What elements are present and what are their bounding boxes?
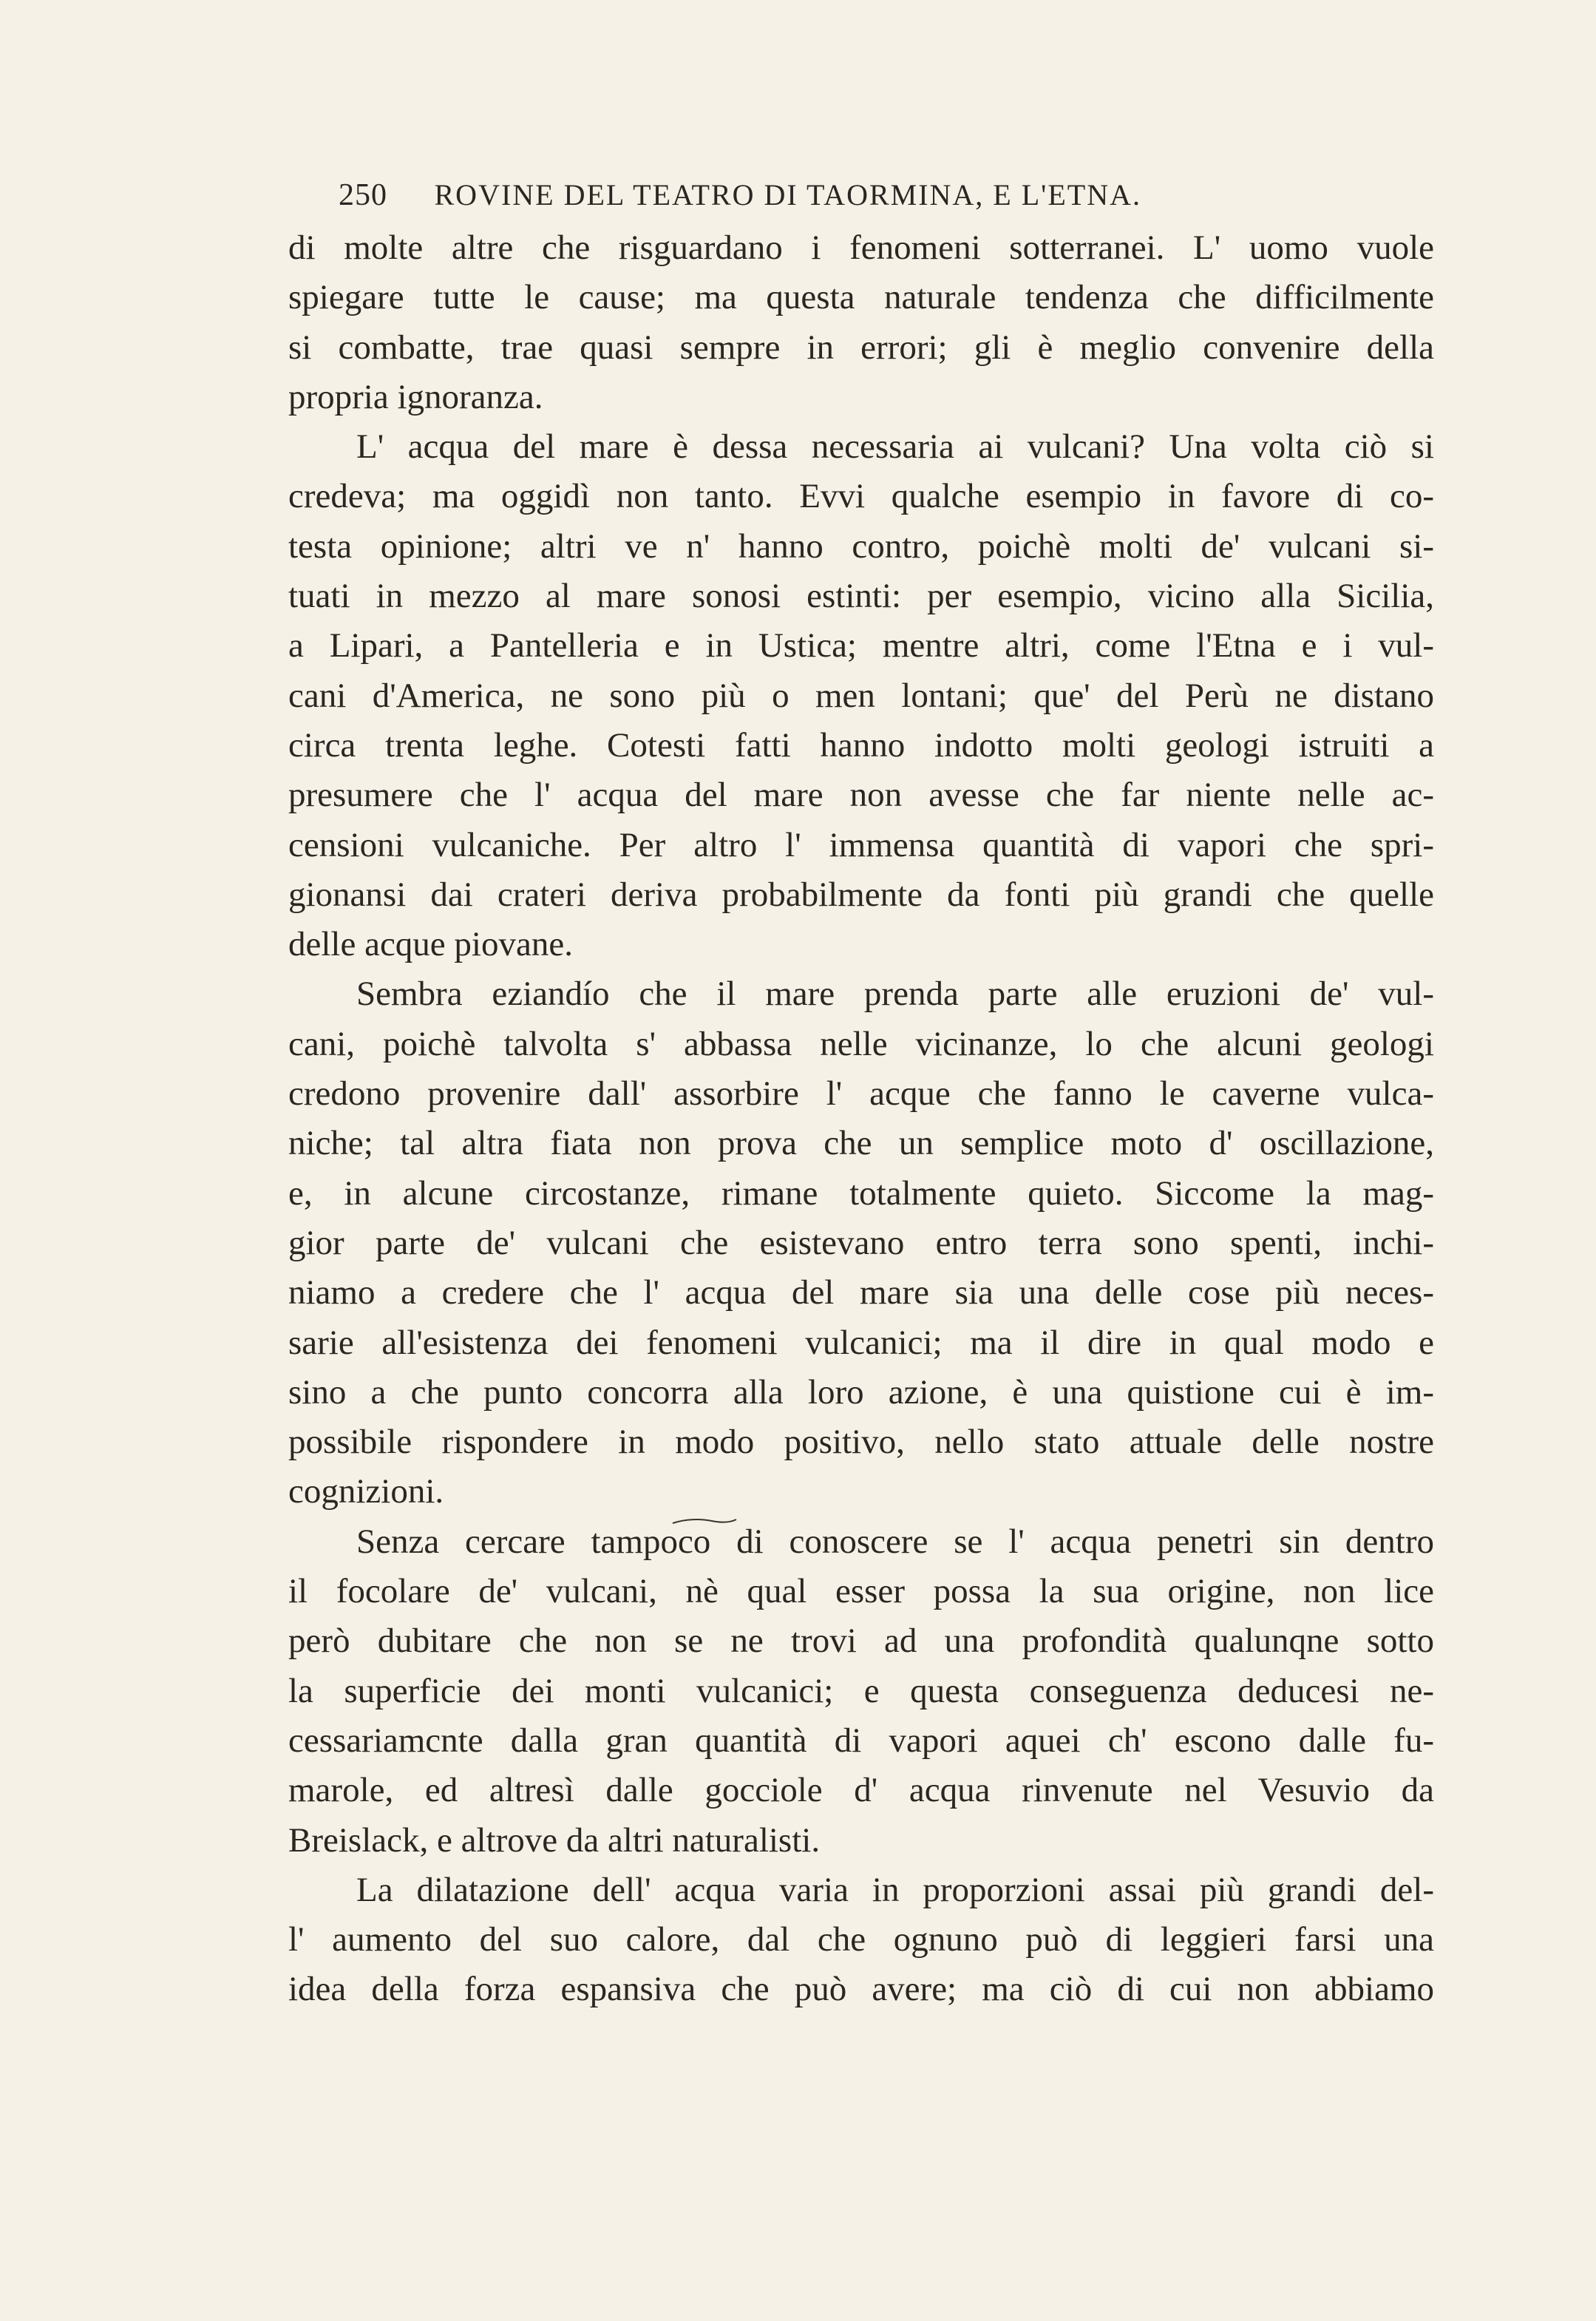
text-line: il focolare de' vulcani, nè qual esser possa la sua origine, non lice [288, 1572, 1434, 1611]
text-line: Breislack, e altrove da altri naturalisti. [288, 1820, 821, 1860]
text-line: circa trenta leghe. Cotesti fatti hanno indotto molti geologi istruiti a [288, 725, 1434, 765]
text-line: la superficie dei monti vulcanici; e questa conseguenza deducesi ne- [288, 1671, 1434, 1710]
page-number: 250 [339, 178, 387, 212]
text-line: credono provenire dall' assorbire l' acque che fanno le caverne vulca- [288, 1074, 1434, 1114]
text-line: di molte altre che risguardano i fenomeni sotterranei. L' uomo vuole [288, 228, 1434, 267]
text-line: l' aumento del suo calore, dal che ognuno può di leggieri farsi una [288, 1920, 1434, 1959]
text-line: La dilatazione dell' acqua varia in proporzioni assai più grandi del- [356, 1870, 1434, 1909]
text-line: cognizioni. [288, 1472, 444, 1511]
running-title: ROVINE DEL TEATRO DI TAORMINA, E L'ETNA. [434, 178, 1142, 211]
text-line: idea della forza espansiva che può avere; ma ciò di cui non abbiamo [288, 1970, 1434, 2009]
text-line: a Lipari, a Pantelleria e in Ustica; mentre altri, come l'Etna e i vul- [288, 626, 1434, 665]
text-line: niamo a credere che l' acqua del mare sia una delle cose più neces- [288, 1273, 1434, 1312]
text-line: gionansi dai crateri deriva probabilmente da fonti più grandi che quelle [288, 875, 1434, 914]
running-head [339, 177, 1270, 222]
text-line: possibile rispondere in modo positivo, nello stato attuale delle nostre [288, 1423, 1434, 1462]
text-line: sino a che punto concorra alla loro azione, è una quistione cui è im- [288, 1372, 1434, 1412]
text-line: sarie all'esistenza dei fenomeni vulcanici; ma il dire in qual modo e [288, 1323, 1434, 1362]
text-line: marole, ed altresì dalle gocciole d' acqua rinvenute nel Vesuvio da [288, 1771, 1434, 1810]
text-line: L' acqua del mare è dessa necessaria ai vulcani? Una volta ciò si [356, 427, 1434, 467]
body-text [288, 223, 1434, 2015]
text-line: testa opinione; altri ve n' hanno contro, poichè molti de' vulcani si- [288, 526, 1434, 566]
text-line: cessariamcnte dalla gran quantità di vapori aquei ch' escono dalle fu- [288, 1721, 1434, 1760]
text-line: niche; tal altra fiata non prova che un semplice moto d' oscillazione, [288, 1124, 1434, 1163]
text-line: cani d'America, ne sono più o men lontani; que' del Perù ne distano [288, 676, 1434, 715]
text-line: delle acque piovane. [288, 925, 573, 964]
text-line: però dubitare che non se ne trovi ad una profondità qualunqne sotto [288, 1622, 1434, 1661]
text-line: si combatte, trae quasi sempre in errori; gli è meglio convenire della [288, 328, 1434, 367]
text-line: e, in alcune circostanze, rimane totalmente quieto. Siccome la mag- [288, 1173, 1434, 1213]
pen-mark-decoration [671, 1516, 738, 1526]
text-line: tuati in mezzo al mare sonosi estinti: per esempio, vicino alla Sicilia, [288, 577, 1434, 616]
text-line: cani, poichè talvolta s' abbassa nelle vicinanze, lo che alcuni geologi [288, 1024, 1434, 1063]
text-line: censioni vulcaniche. Per altro l' immensa quantità di vapori che spri- [288, 825, 1434, 864]
text-line: credeva; ma oggidì non tanto. Evvi qualche esempio in favore di co- [288, 477, 1434, 516]
text-line: presumere che l' acqua del mare non avesse che far niente nelle ac- [288, 776, 1434, 815]
text-line: propria ignoranza. [288, 377, 543, 416]
text-line: Sembra eziandío che il mare prenda parte alle eruzioni de' vul- [356, 975, 1434, 1014]
text-line: Senza cercare tampoco di conoscere se l' acqua penetri sin dentro [356, 1522, 1434, 1561]
text-line: gior parte de' vulcani che esistevano entro terra sono spenti, inchi- [288, 1223, 1434, 1262]
text-line: spiegare tutte le cause; ma questa naturale tendenza che difficilmente [288, 278, 1434, 317]
